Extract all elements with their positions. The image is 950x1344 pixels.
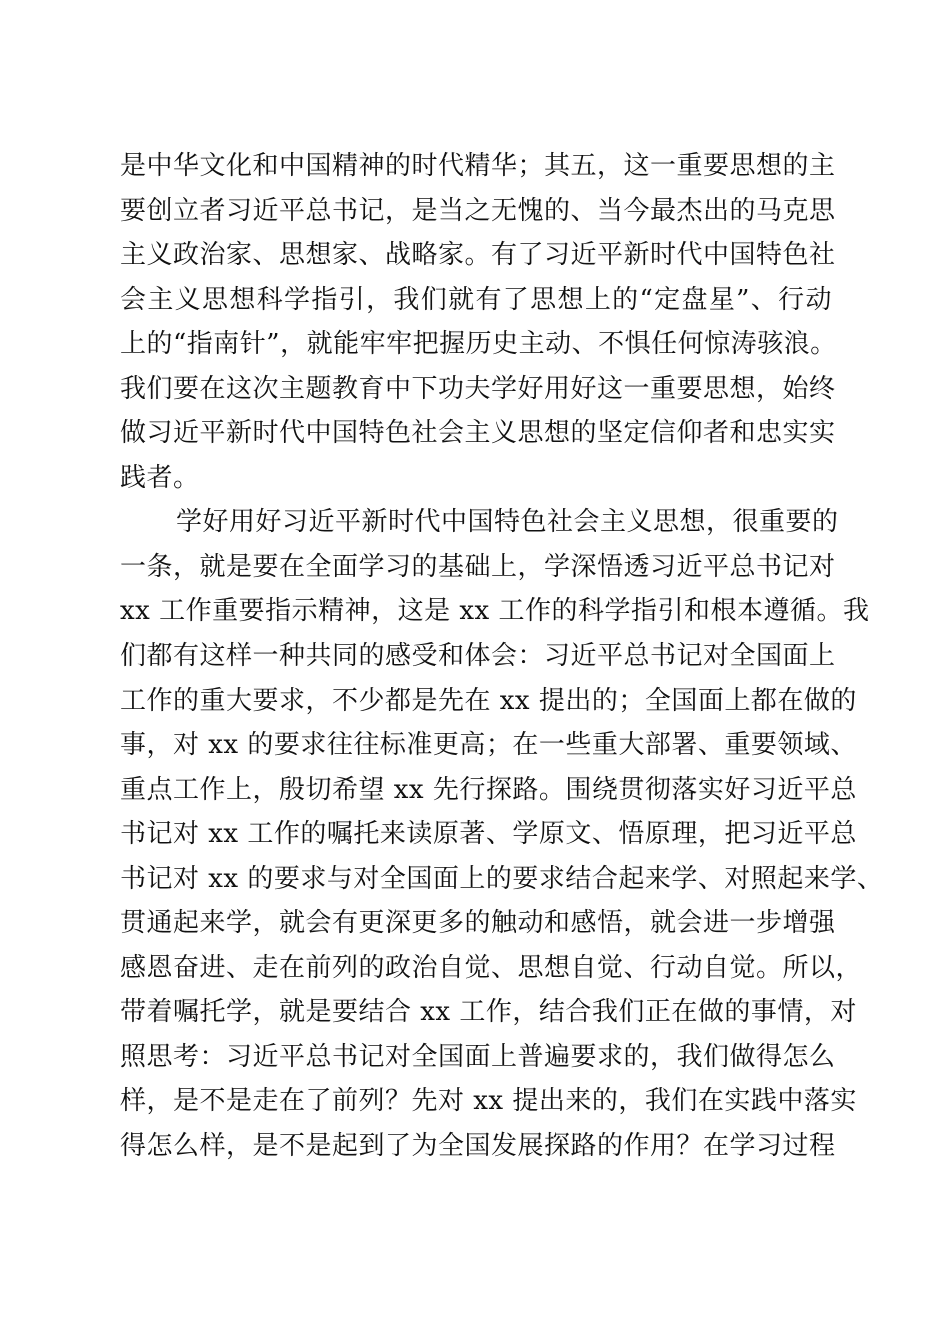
text-line: 书记对 xx 工作的嘱托来读原著、学原文、悟原理，把习近平总 xyxy=(120,819,857,850)
text-line: 照思考：习近平总书记对全国面上普遍要求的，我们做得怎么 xyxy=(120,1041,836,1072)
text-line: 会主义思想科学指引，我们就有了思想上的“定盘星”、行动 xyxy=(120,284,832,315)
text-line: 一条，就是要在全面学习的基础上，学深悟透习近平总书记对 xyxy=(120,551,836,582)
document-page xyxy=(120,144,884,1169)
text-line: 得怎么样，是不是起到了为全国发展探路的作用？在学习过程 xyxy=(120,1131,836,1162)
text-line: 样，是不是走在了前列？先对 xx 提出来的，我们在实践中落实 xyxy=(120,1086,857,1117)
text-line: 我们要在这次主题教育中下功夫学好用好这一重要思想，始终 xyxy=(120,373,836,404)
text-line: 书记对 xx 的要求与对全国面上的要求结合起来学、对照起来学、 xyxy=(120,863,884,894)
text-line: 是中华文化和中国精神的时代精华；其五，这一重要思想的主 xyxy=(120,151,836,181)
text-line: 们都有这样一种共同的感受和体会：习近平总书记对全国面上 xyxy=(120,641,836,672)
text-line: 带着嘱托学，就是要结合 xx 工作，结合我们正在做的事情，对 xyxy=(120,997,857,1028)
text-line: 感恩奋进、走在前列的政治自觉、思想自觉、行动自觉。所以， xyxy=(120,952,863,983)
text-line: xx 工作重要指示精神，这是 xx 工作的科学指引和根本遵循。我 xyxy=(120,596,870,627)
text-line: 贯通起来学，就会有更深更多的触动和感悟，就会进一步增强 xyxy=(120,908,836,939)
text-line: 上的“指南针”，就能牢牢把握历史主动、不惧任何惊涛骇浪。 xyxy=(120,329,837,360)
text-line: 学好用好习近平新时代中国特色社会主义思想，很重要的 xyxy=(176,507,839,538)
text-line: 重点工作上，殷切希望 xx 先行探路。围绕贯彻落实好习近平总 xyxy=(120,774,857,805)
text-line: 要创立者习近平总书记，是当之无愧的、当今最杰出的马克思 xyxy=(120,195,836,226)
text-line: 主义政治家、思想家、战略家。有了习近平新时代中国特色社 xyxy=(120,240,836,271)
paragraph xyxy=(120,144,837,500)
text-line: 践者。 xyxy=(120,462,200,493)
text-line: 事，对 xx 的要求往往标准更高；在一些重大部署、重要领域、 xyxy=(120,730,857,761)
paragraph xyxy=(120,500,884,1168)
text-line: 工作的重大要求，不少都是先在 xx 提出的；全国面上都在做的 xyxy=(120,685,857,716)
text-line: 做习近平新时代中国特色社会主义思想的坚定信仰者和忠实实 xyxy=(120,418,836,449)
